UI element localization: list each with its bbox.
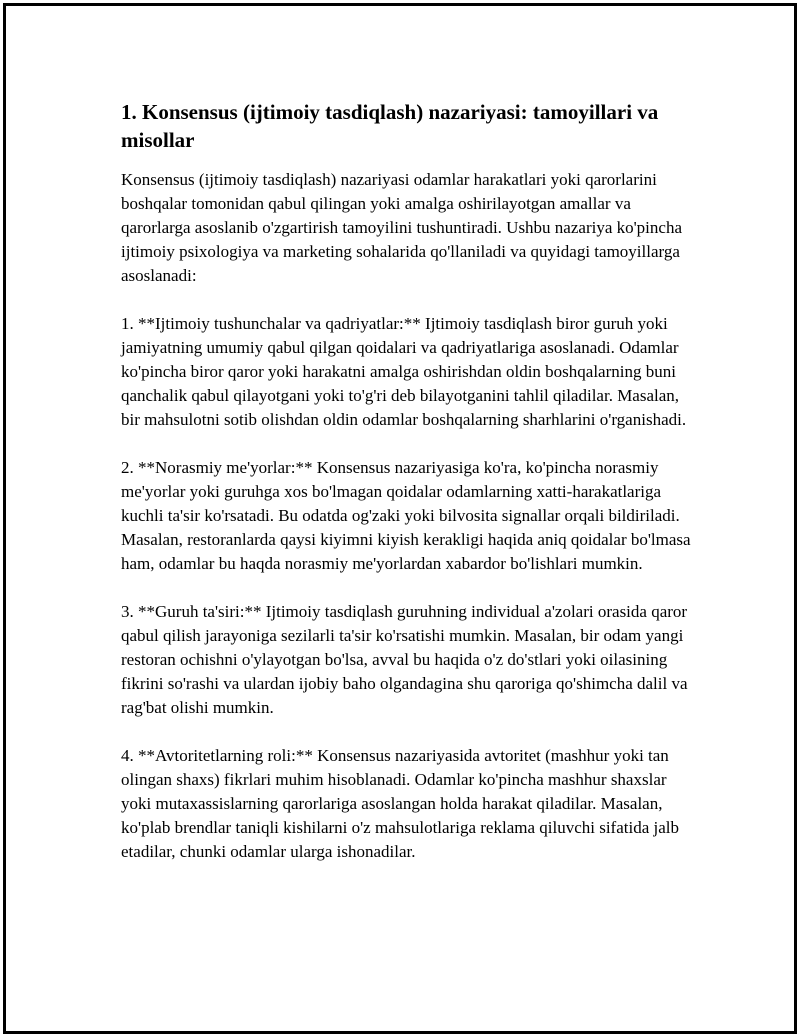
document-title: 1. Konsensus (ijtimoiy tasdiqlash) nazariyasi: tamoyillari va misollar bbox=[121, 100, 659, 152]
principle-1-paragraph: 1. **Ijtimoiy tushunchalar va qadriyatlar:** Ijtimoiy tasdiqlash biror guruh yoki jamiyatning umumiy qabul qilgan qoidalari va qadriyatlariga asoslanadi. Odamlar ko'pincha biror qaror yoki harakatni amalga oshirishdan oldin boshqalarning buni qanchalik qabul qilayotgani yoki to'g'ri deb bilayotganini tahlil qiladilar. Masalan, bir mahsulotni sotib olishdan oldin odamlar boshqalarning sharhlarini o'rganishadi. bbox=[121, 314, 687, 429]
page-frame bbox=[3, 3, 797, 1034]
intro-paragraph: Konsensus (ijtimoiy tasdiqlash) nazariyasi odamlar harakatlari yoki qarorlarini boshqalar tomonidan qabul qilingan yoki amalga oshirilayotgan amallar va qarorlarga asoslanib o'zgartirish tamoyilini tushuntiradi. Ushbu nazariya ko'pincha ijtimoiy psixologiya va marketing sohalarida qo'llaniladi va quyidagi tamoyillarga asoslanadi: bbox=[121, 170, 682, 285]
principle-4-paragraph: 4. **Avtoritetlarning roli:** Konsensus nazariyasida avtoritet (mashhur yoki tan olingan shaxs) fikrlari muhim hisoblanadi. Odamlar ko'pincha mashhur shaxslar yoki mutaxassislarning qarorlariga asoslangan holda harakat qiladilar. Masalan, ko'plab brendlar taniqli kishilarni o'z mahsulotlariga reklama qiluvchi sifatida jalb etadilar, chunki odamlar ularga ishonadilar. bbox=[121, 746, 679, 861]
principle-2-paragraph: 2. **Norasmiy me'yorlar:** Konsensus nazariyasiga ko'ra, ko'pincha norasmiy me'yorlar yoki guruhga xos bo'lmagan qoidalar odamlarning xatti-harakatlariga kuchli ta'sir ko'rsatadi. Bu odatda og'zaki yoki bilvosita signallar orqali bildiriladi. Masalan, restoranlarda qaysi kiyimni kiyish kerakligi haqida aniq qoidalar bo'lmasa ham, odamlar bu haqda norasmiy me'yorlardan xabardor bo'lishlari mumkin. bbox=[121, 458, 691, 573]
document-body bbox=[121, 98, 693, 888]
principle-3-paragraph: 3. **Guruh ta'siri:** Ijtimoiy tasdiqlash guruhning individual a'zolari orasida qaror qabul qilish jarayoniga sezilarli ta'sir ko'rsatishi mumkin. Masalan, bir odam yangi restoran ochishni o'ylayotgan bo'lsa, avval bu haqida o'z do'stlari yoki oilasining fikrini so'rashi va ulardan ijobiy baho olgandagina shu qaroriga qo'shimcha dalil va rag'bat olishi mumkin. bbox=[121, 602, 688, 717]
